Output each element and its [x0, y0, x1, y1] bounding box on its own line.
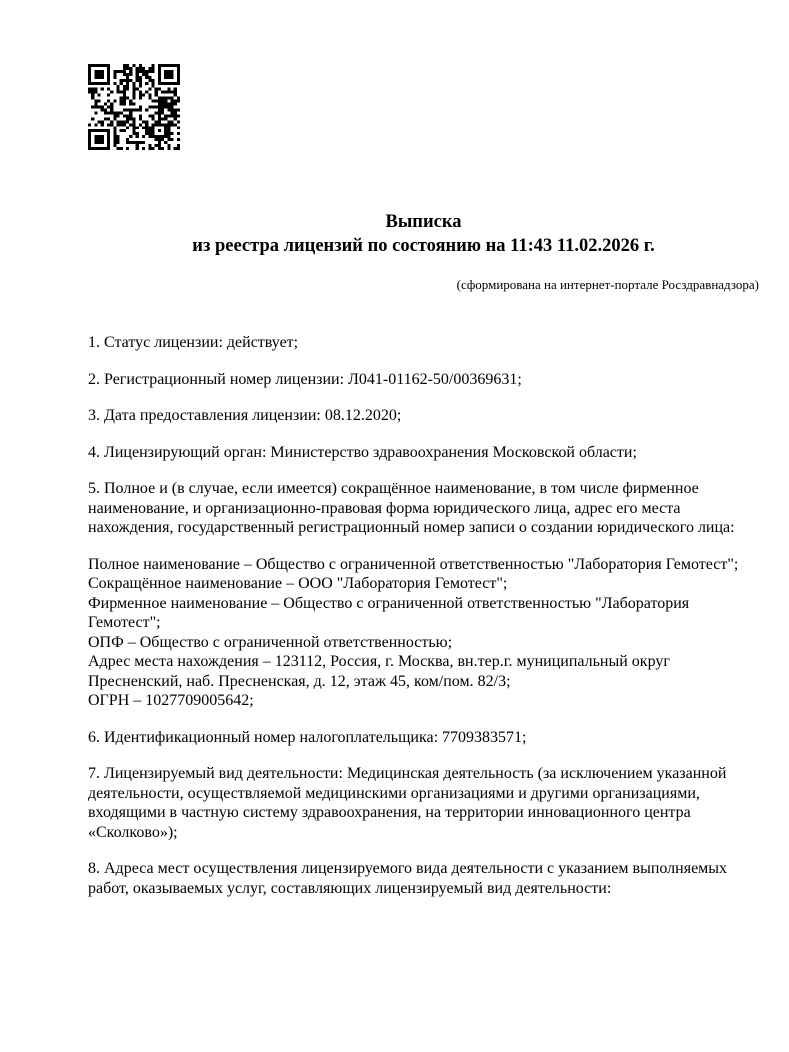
legal-form-line: ОПФ – Общество с ограниченной ответственностью; [88, 633, 453, 651]
document-title-line1: Выписка [385, 212, 462, 232]
license-status-paragraph: 1. Статус лицензии: действует; [88, 334, 299, 351]
full-name-line: Полное наименование – Общество с ограниченной ответственностью "Лаборатория Гемотест"; [88, 555, 739, 573]
document-title-line2: из реестра лицензий по состоянию на 11:43 11.02.2026 г. [192, 236, 655, 256]
qr-code-icon [88, 64, 180, 150]
organization-details [88, 555, 759, 711]
inn-paragraph: 6. Идентификационный номер налогоплательщика: 7709383571; [88, 728, 527, 746]
license-number-paragraph: 2. Регистрационный номер лицензии: Л041-01162-50/00369631; [88, 370, 522, 388]
activity-type-paragraph: 7. Лицензируемый вид деятельности: Медицинская деятельность (за исключением указанной деятельности, осуществляемой медицинскими организациями и другими организациями, входящими в частную систему здравоохранения, на территории инновационного центра «Сколково»); [88, 765, 727, 841]
document-paragraphs [88, 333, 759, 898]
document-title [88, 210, 759, 258]
license-date-paragraph: 3. Дата предоставления лицензии: 08.12.2020; [88, 407, 402, 424]
brand-name-line: Фирменное наименование – Общество с ограниченной ответственностью "Лаборатория Гемотест"; [88, 594, 690, 631]
addresses-heading-paragraph: 8. Адреса мест осуществления лицензируемого вида деятельности с указанием выполняемых работ, оказываемых услуг, составляющих лицензируемый вид деятельности: [88, 860, 728, 897]
address-line: Адрес места нахождения – 123112, Россия, г. Москва, вн.тер.г. муниципальный округ Пресненский, наб. Пресненская, д. 12, этаж 45, ком/пом. 82/3; [88, 653, 670, 690]
ogrn-line: ОГРН – 1027709005642; [88, 692, 254, 709]
organization-heading-paragraph: 5. Полное и (в случае, если имеется) сокращённое наименование, в том числе фирменное наименование, и организационно-правовая форма юридического лица, адрес его места нахождения, государственный регистрационный номер записи о создании юридического лица: [88, 480, 735, 536]
licensing-authority-paragraph: 4. Лицензирующий орган: Министерство здравоохранения Московской области; [88, 443, 637, 461]
short-name-line: Сокращённое наименование – ООО "Лаборатория Гемотест"; [88, 575, 508, 592]
qr-code-svg [88, 64, 180, 150]
document-subtitle: (сформирована на интернет-портале Росздравнадзора) [456, 277, 759, 292]
